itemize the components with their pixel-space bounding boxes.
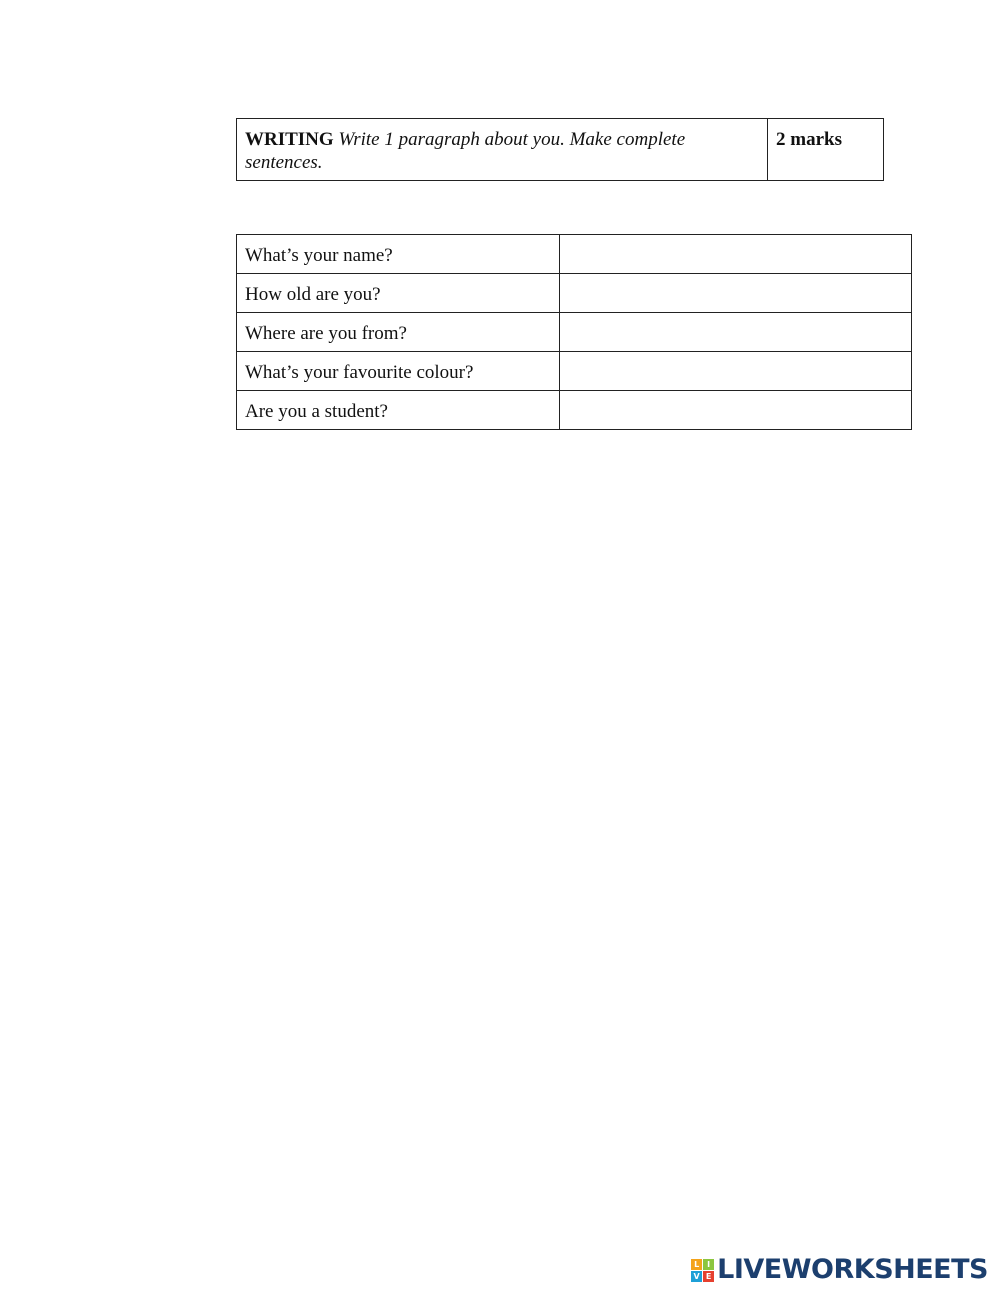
answer-cell bbox=[560, 235, 912, 274]
question-cell: Where are you from? bbox=[237, 313, 560, 352]
answer-cell bbox=[560, 313, 912, 352]
task-text: Write 1 paragraph about you. Make complete sentences. bbox=[245, 129, 686, 173]
answer-input-age[interactable] bbox=[560, 274, 911, 312]
task-label: WRITING bbox=[245, 129, 334, 150]
question-cell: Are you a student? bbox=[237, 391, 560, 430]
answer-input-name[interactable] bbox=[560, 235, 911, 273]
table-row bbox=[237, 235, 912, 274]
questions-table bbox=[236, 234, 912, 430]
answer-input-origin[interactable] bbox=[560, 313, 911, 351]
table-row bbox=[237, 352, 912, 391]
logo-mark-letter: V bbox=[691, 1271, 702, 1282]
answer-input-student[interactable] bbox=[560, 391, 911, 429]
liveworksheets-logo bbox=[691, 1253, 988, 1287]
question-cell: What’s your name? bbox=[237, 235, 560, 274]
task-header-box bbox=[236, 118, 884, 181]
answer-cell bbox=[560, 274, 912, 313]
question-cell: What’s your favourite colour? bbox=[237, 352, 560, 391]
marks-label: 2 marks bbox=[776, 129, 842, 150]
logo-mark-letter: E bbox=[703, 1271, 714, 1282]
logo-mark-letter: L bbox=[691, 1259, 702, 1270]
question-cell: How old are you? bbox=[237, 274, 560, 313]
answer-input-colour[interactable] bbox=[560, 352, 911, 390]
table-row bbox=[237, 391, 912, 430]
logo-text: LIVEWORKSHEETS bbox=[717, 1254, 988, 1285]
answer-cell bbox=[560, 391, 912, 430]
answer-cell bbox=[560, 352, 912, 391]
task-instructions bbox=[237, 119, 768, 180]
table-row bbox=[237, 274, 912, 313]
table-row bbox=[237, 313, 912, 352]
logo-mark-icon bbox=[691, 1259, 714, 1282]
logo-mark-letter: I bbox=[703, 1259, 714, 1270]
